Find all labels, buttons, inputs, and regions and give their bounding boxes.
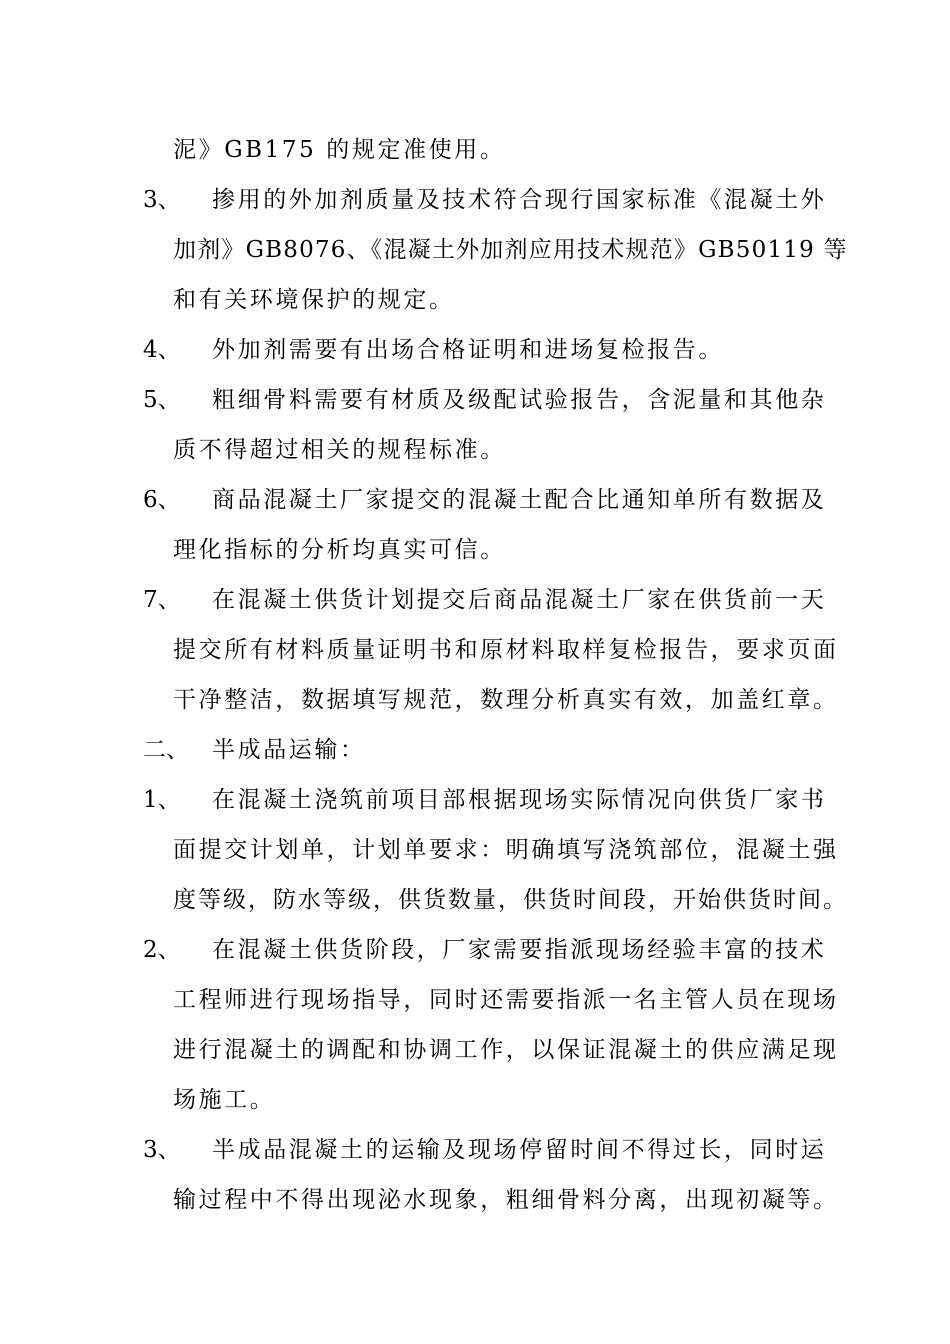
section-heading: 半成品运输： <box>212 737 366 763</box>
paragraph-line: 工程师进行现场指导，同时还需要指派一名主管人员在现场 <box>173 987 839 1013</box>
item-number: 3、 <box>143 187 181 213</box>
item-number: 5、 <box>143 387 181 413</box>
paragraph-line: 干净整洁，数据填写规范，数理分析真实有效，加盖红章。 <box>173 687 839 713</box>
item-number: 1、 <box>143 787 181 813</box>
paragraph-line: 在混凝土供货计划提交后商品混凝土厂家在供货前一天 <box>212 587 827 613</box>
paragraph-line: 半成品混凝土的运输及现场停留时间不得过长，同时运 <box>212 1137 827 1163</box>
paragraph-line: 加剂》GB8076、《混凝土外加剂应用技术规范》GB50119 等 <box>173 237 848 263</box>
paragraph-line: 外加剂需要有出场合格证明和进场复检报告。 <box>212 337 724 363</box>
paragraph-line: 提交所有材料质量证明书和原材料取样复检报告，要求页面 <box>173 637 839 663</box>
item-number: 4、 <box>143 337 181 363</box>
item-number: 2、 <box>143 937 181 963</box>
item-number: 7、 <box>143 587 181 613</box>
paragraph-line: 在混凝土浇筑前项目部根据现场实际情况向供货厂家书 <box>212 787 827 813</box>
paragraph-line: 在混凝土供货阶段，厂家需要指派现场经验丰富的技术 <box>212 937 827 963</box>
paragraph-line: 掺用的外加剂质量及技术符合现行国家标准《混凝土外 <box>212 187 827 213</box>
paragraph-line: 质不得超过相关的规程标准。 <box>173 437 506 463</box>
paragraph-line: 进行混凝土的调配和协调工作，以保证混凝土的供应满足现 <box>173 1037 839 1063</box>
item-number: 3、 <box>143 1137 181 1163</box>
paragraph-line: 输过程中不得出现泌水现象，粗细骨料分离，出现初凝等。 <box>173 1187 839 1213</box>
paragraph-line: 理化指标的分析均真实可信。 <box>173 537 506 563</box>
paragraph-line: 场施工。 <box>173 1087 276 1113</box>
section-number: 二、 <box>143 737 189 763</box>
paragraph-line: 度等级，防水等级，供货数量，供货时间段，开始供货时间。 <box>173 887 848 913</box>
paragraph-line: 粗细骨料需要有材质及级配试验报告，含泥量和其他杂 <box>212 387 827 413</box>
paragraph-line: 商品混凝土厂家提交的混凝土配合比通知单所有数据及 <box>212 487 827 513</box>
paragraph-line: 和有关环境保护的规定。 <box>173 287 455 313</box>
item-number: 6、 <box>143 487 181 513</box>
paragraph-line: 泥》GB175 的规定准使用。 <box>173 137 506 163</box>
paragraph-line: 面提交计划单，计划单要求：明确填写浇筑部位，混凝土强 <box>173 837 839 863</box>
